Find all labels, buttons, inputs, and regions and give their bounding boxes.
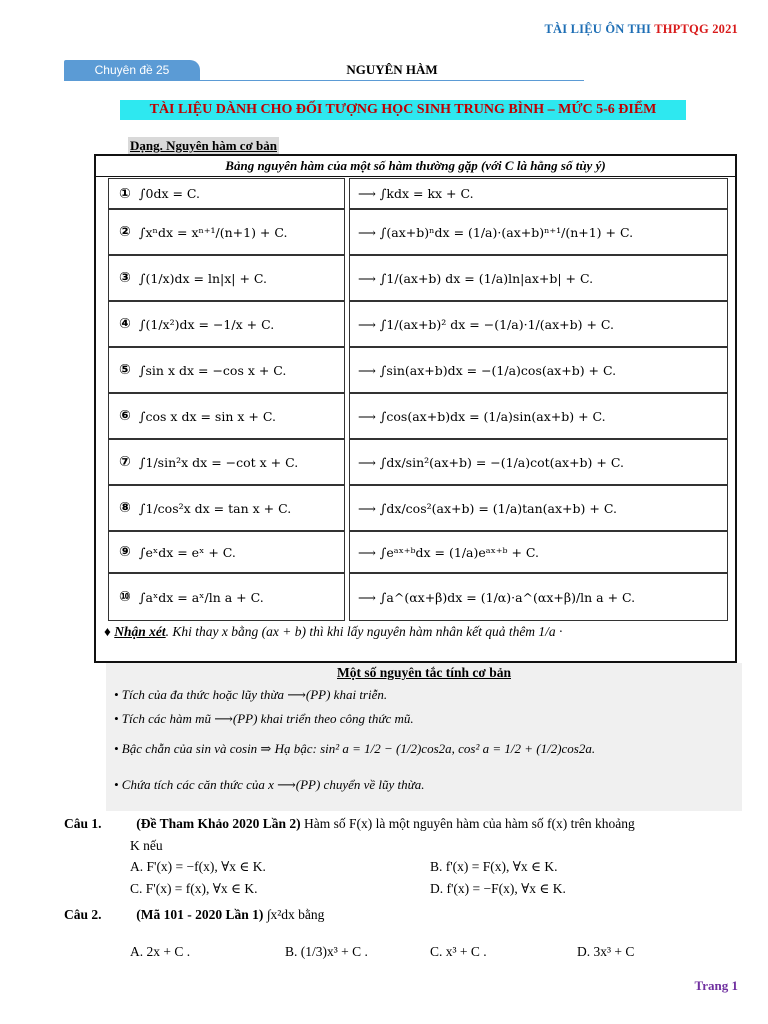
rule-item: • Bậc chẵn của sin và cosin ⇒ Hạ bậc: sin² a = 1/2 − (1/2)cos2a, cos² a = 1/2 + (1/2)cos2a. [114, 741, 596, 756]
answer-option-a[interactable]: A. F'(x) = −f(x), ∀x ∈ K. [130, 859, 266, 874]
question-source: (Mã 101 - 2020 Lần 1) [136, 907, 264, 922]
rule-item: • Tích các hàm mũ ⟶(PP) khai triển theo công thức mũ. [114, 711, 414, 726]
table-row-10-left [108, 573, 345, 621]
row-number: ⑥ [119, 408, 131, 424]
formula: ∫(1/x²)dx = −1/x + C. [139, 316, 275, 332]
answer-option-c[interactable]: C. x³ + C . [430, 944, 487, 959]
table-row-1-left [108, 178, 345, 209]
table-row-2-right [349, 209, 728, 255]
table-row-1-right [349, 178, 728, 209]
topic-title: NGUYÊN HÀM [346, 62, 438, 77]
question-2 [64, 907, 324, 923]
formula: ⟶ ∫(ax+b)ⁿdx = (1/a)·(ax+b)ⁿ⁺¹/(n+1) + C. [358, 224, 634, 240]
rule-item: • Tích của đa thức hoặc lũy thừa ⟶(PP) khai triễn. [114, 687, 388, 702]
row-number: ⑩ [119, 589, 131, 605]
remark-text: . Khi thay x bằng (ax + b) thì khi lấy nguyên hàm nhân kết quả thêm 1/a · [165, 624, 563, 639]
table-row-10-right [349, 573, 728, 621]
formula: ⟶ ∫1/(ax+b) dx = (1/a)ln|ax+b| + C. [358, 270, 594, 286]
section-label-text: Dạng. Nguyên hàm cơ bản [130, 138, 277, 153]
table-row-4-left [108, 301, 345, 347]
question-1-stem-cont: K nếu [130, 838, 163, 853]
formula: ∫xⁿdx = xⁿ⁺¹/(n+1) + C. [139, 224, 288, 240]
table-row-3-right [349, 255, 728, 301]
basic-rules-title: Một số nguyên tắc tính cơ bản [337, 665, 511, 680]
row-number: ② [119, 224, 131, 240]
table-row-4-right [349, 301, 728, 347]
table-row-6-left [108, 393, 345, 439]
question-label: Câu 2. [64, 907, 102, 922]
table-row-8-right [349, 485, 728, 531]
basic-rules-box [106, 663, 742, 811]
question-stem: Hàm số F(x) là một nguyên hàm của hàm số f(x) trên khoảng [300, 816, 635, 831]
document-series-header [544, 22, 738, 37]
formula: ∫cos x dx = sin x + C. [139, 408, 276, 424]
antiderivative-table [94, 154, 737, 663]
formula: ⟶ ∫dx/cos²(ax+b) = (1/a)tan(ax+b) + C. [358, 500, 617, 516]
section-label [128, 137, 279, 154]
answer-option-a[interactable]: A. 2x + C . [130, 944, 191, 959]
question-label: Câu 1. [64, 816, 102, 831]
series-exam-label: THPTQG 2021 [654, 22, 738, 36]
table-row-2-left [108, 209, 345, 255]
formula: ⟶ ∫eᵃˣ⁺ᵇdx = (1/a)eᵃˣ⁺ᵇ + C. [358, 544, 539, 560]
table-row-7-right [349, 439, 728, 485]
formula: ∫1/cos²x dx = tan x + C. [139, 500, 292, 516]
row-number: ⑦ [119, 454, 131, 470]
formula: ∫eˣdx = eˣ + C. [139, 544, 236, 560]
formula: ∫(1/x)dx = ln|x| + C. [139, 270, 267, 286]
formula: ⟶ ∫a^(αx+β)dx = (1/α)·a^(αx+β)/ln a + C. [358, 589, 636, 605]
page-number: Trang 1 [694, 978, 738, 993]
question-1 [64, 816, 635, 832]
table-row-7-left [108, 439, 345, 485]
table-row-9-left [108, 531, 345, 573]
question-source: (Đề Tham Khảo 2020 Lần 2) [136, 816, 301, 831]
row-number: ⑤ [119, 362, 131, 378]
row-number: ④ [119, 316, 131, 332]
table-title: Bảng nguyên hàm của một số hàm thường gặp (với C là hằng số tùy ý) [96, 156, 735, 177]
question-stem: ∫x²dx bằng [263, 907, 325, 922]
formula: ∫aˣdx = aˣ/ln a + C. [139, 589, 264, 605]
table-row-8-left [108, 485, 345, 531]
rule-item: • Chứa tích các căn thức của x ⟶(PP) chuyển về lũy thừa. [114, 777, 425, 792]
formula: ⟶ ∫cos(ax+b)dx = (1/a)sin(ax+b) + C. [358, 408, 606, 424]
row-number: ③ [119, 270, 131, 286]
formula: ∫1/sin²x dx = −cot x + C. [139, 454, 299, 470]
audience-banner: TÀI LIỆU DÀNH CHO ĐỐI TƯỢNG HỌC SINH TRUNG BÌNH – MỨC 5-6 ĐIỂM [120, 100, 686, 120]
header-rule [64, 80, 584, 81]
answer-option-d[interactable]: D. 3x³ + C [577, 944, 635, 959]
answer-option-b[interactable]: B. (1/3)x³ + C . [285, 944, 368, 959]
answer-option-d[interactable]: D. f'(x) = −F(x), ∀x ∈ K. [430, 881, 566, 896]
answer-option-c[interactable]: C. F'(x) = f(x), ∀x ∈ K. [130, 881, 258, 896]
chapter-chip: Chuyên đề 25 [64, 60, 200, 81]
formula: ⟶ ∫sin(ax+b)dx = −(1/a)cos(ax+b) + C. [358, 362, 617, 378]
formula: ∫0dx = C. [139, 186, 201, 201]
formula: ⟶ ∫dx/sin²(ax+b) = −(1/a)cot(ax+b) + C. [358, 454, 624, 470]
table-row-9-right [349, 531, 728, 573]
row-number: ⑨ [119, 544, 131, 560]
row-number: ① [119, 185, 131, 202]
table-remark: ♦ Nhận xét. Khi thay x bằng (ax + b) thì khi lấy nguyên hàm nhân kết quả thêm 1/a · [104, 624, 563, 639]
formula: ⟶ ∫kdx = kx + C. [358, 186, 474, 201]
row-number: ⑧ [119, 500, 131, 516]
table-row-5-right [349, 347, 728, 393]
answer-option-b[interactable]: B. f'(x) = F(x), ∀x ∈ K. [430, 859, 558, 874]
table-row-3-left [108, 255, 345, 301]
table-row-5-left [108, 347, 345, 393]
formula: ∫sin x dx = −cos x + C. [139, 362, 287, 378]
series-label: TÀI LIỆU ÔN THI [544, 22, 655, 36]
formula: ⟶ ∫1/(ax+b)² dx = −(1/a)·1/(ax+b) + C. [358, 316, 614, 332]
remark-label: Nhận xét [114, 624, 166, 639]
table-row-6-right [349, 393, 728, 439]
